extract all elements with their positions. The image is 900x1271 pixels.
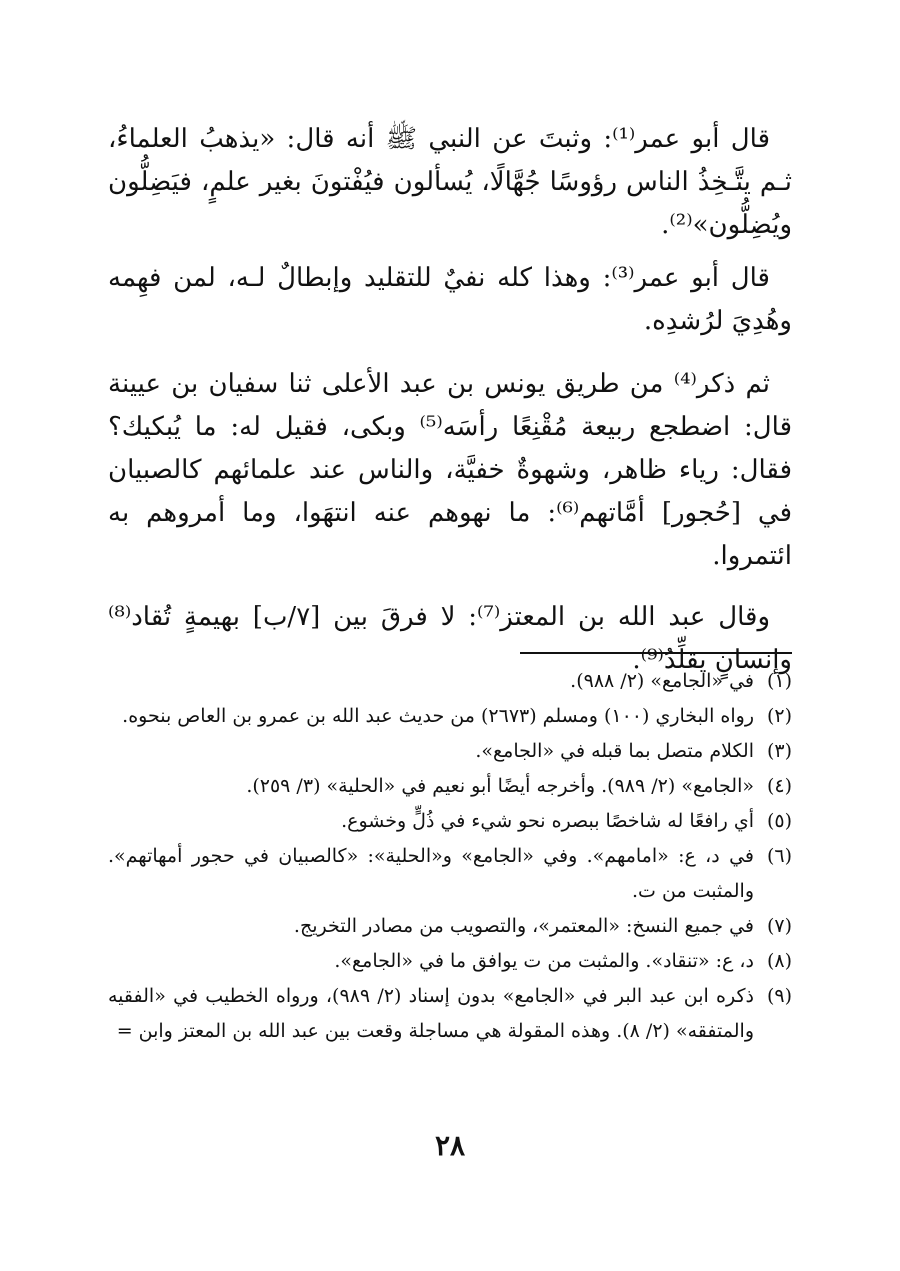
page-number: ٢٨ [434, 1129, 466, 1162]
footnote [108, 804, 792, 839]
footnote-number: (٦) [766, 845, 792, 867]
footnote-text: الكلام متصل بما قبله في «الجامع». [475, 740, 754, 762]
footnote [108, 769, 792, 804]
footnote [108, 979, 792, 1049]
footnote [108, 839, 792, 909]
footnote-text: في جميع النسخ: «المعتمر»، والتصويب من مصادر التخريج. [293, 915, 754, 937]
footnotes [108, 664, 792, 1049]
footnote [108, 664, 792, 699]
footnote [108, 734, 792, 769]
footnote-number: (٤) [766, 775, 792, 797]
footnote-number: (٩) [766, 985, 792, 1007]
footnote [108, 699, 792, 734]
footnote-separator [520, 652, 792, 654]
paragraph: قال أبو عمر⁽¹⁾: وثبتَ عن النبي ﷺ أنه قال: «يذهبُ العلماءُ، ثـم يتَّـخِذُ الناس رؤوسًا جُهَّالًا، يُسألون فيُفْتونَ بغير علمٍ، فيَضِلُّون ويُضِلُّون»⁽²⁾. [108, 124, 792, 240]
book-page [108, 0, 792, 1271]
footnote-text: في د، ع: «امامهم». وفي «الجامع» و«الحلية»: «كالصبيان في حجور أمهاتهم». والمثبت من ت. [108, 845, 754, 902]
footnote-text: رواه البخاري (١٠٠) ومسلم (٢٦٧٣) من حديث عبد الله بن عمرو بن العاص بنحوه. [122, 705, 754, 727]
footnote-text: ذكره ابن عبد البر في «الجامع» بدون إسناد (٢/ ٩٨٩)، ورواه الخطيب في «الفقيه والمتفقه» (٢/ ٨). وهذه المقولة هي مساجلة وقعت بين عبد الله بن المعتز وابن = [108, 985, 754, 1042]
footnote-number: (٨) [766, 950, 792, 972]
footnote-text: في «الجامع» (٢/ ٩٨٨). [570, 670, 754, 692]
footnote-text: أي رافعًا له شاخصًا ببصره نحو شيء في ذُلٍّ وخشوع. [341, 810, 754, 832]
footnote-number: (١) [766, 670, 792, 692]
footnote-number: (٢) [766, 705, 792, 727]
footnote-text: د، ع: «تنقاد». والمثبت من ت يوافق ما في «الجامع». [334, 950, 754, 972]
paragraph: وقال عبد الله بن المعتز⁽⁷⁾: لا فرقَ بين [٧/ب] بهيمةٍ تُقاد⁽⁸⁾ وإنسانٍ يقلِّدُ⁽⁹⁾. [108, 602, 792, 675]
footnote-number: (٧) [766, 915, 792, 937]
footnote-number: (٥) [766, 810, 792, 832]
footnote [108, 909, 792, 944]
paragraph: ثم ذكر⁽⁴⁾ من طريق يونس بن عبد الأعلى ثنا سفيان بن عيينة قال: اضطجع ربيعة مُقْنِعًا رأسَه⁽⁵⁾ وبكى، فقيل له: ما يُبكيك؟ فقال: رياء ظاهر، وشهوةٌ خفيَّة، والناس عند علمائهم كالصبيان في [حُجور] أمَّاتهم⁽⁶⁾: ما نهوهم عنه انتهَوا، وما أمروهم به ائتمروا. [108, 369, 792, 571]
paragraph: قال أبو عمر⁽³⁾: وهذا كله نفيٌ للتقليد وإبطالٌ لـه، لمن فهِمه وهُدِيَ لرُشدِه. [108, 263, 792, 336]
main-text [108, 118, 792, 682]
footnote-text: «الجامع» (٢/ ٩٨٩). وأخرجه أيضًا أبو نعيم في «الحلية» (٣/ ٢٥٩). [246, 775, 754, 797]
footnote [108, 944, 792, 979]
footnote-number: (٣) [766, 740, 792, 762]
